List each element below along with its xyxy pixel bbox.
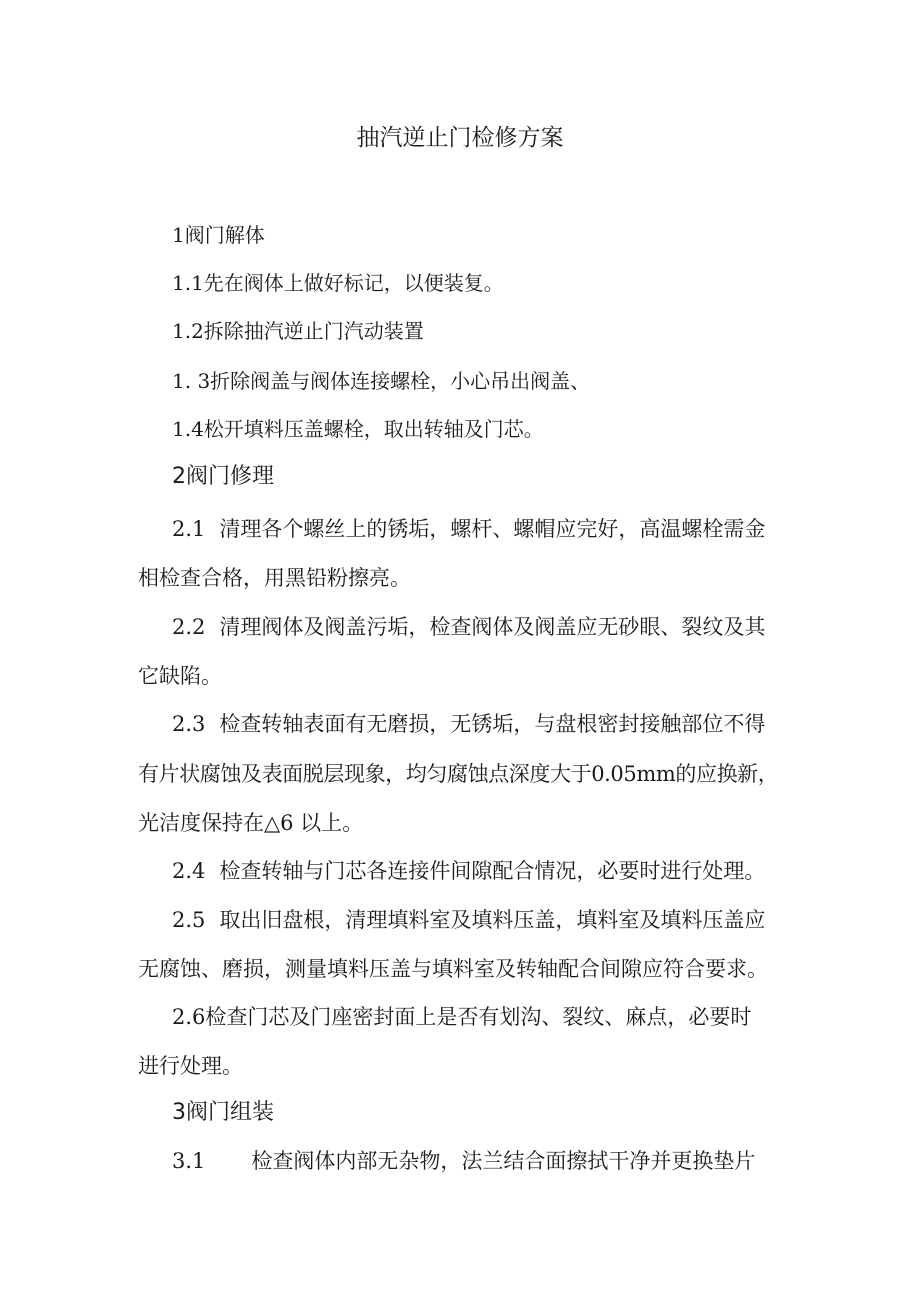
paragraph-2-3-cont-2: 光洁度保持在△6 以上。 [138,811,364,835]
paragraph-2-2-cont: 它缺陷。 [138,664,222,688]
item-1-2: 1.2拆除抽汽逆止门汽动装置 [172,319,424,343]
paragraph-text: 检查阀体内部无杂物，法兰结合面擦拭干净并更换垫片 [251,1149,756,1173]
paragraph-2-2 [172,610,765,644]
item-1-4: 1.4松开填料压盖螺栓，取出转轴及门芯。 [172,417,544,441]
paragraph-2-3 [172,707,765,741]
paragraph-2-1-cont: 相检查合格，用黑铅粉擦亮。 [138,566,411,590]
paragraph-number: 2.3 [172,712,206,736]
section-3-heading: 3阀门组装 [172,1100,274,1125]
item-1-1: 1.1先在阀体上做好标记，以便装复。 [172,271,504,295]
section-1-heading: 1阀门解体 [172,223,265,247]
item-1-3: 1. 3折除阀盖与阀体连接螺栓，小心吊出阀盖、 [172,369,591,393]
paragraph-2-5 [172,903,765,937]
paragraph-text: 取出旧盘根，清理填料室及填料压盖，填料室及填料压盖应 [219,908,766,932]
paragraph-text: 检查转轴与门芯各连接件间隙配合情况，必要时进行处理。 [219,859,766,883]
paragraph-2-5-cont: 无腐蚀、磨损，测量填料压盖与填料室及转轴配合间隙应符合要求。 [138,957,768,981]
paragraph-2-6-cont: 进行处理。 [138,1054,243,1078]
paragraph-text: 检查转轴表面有无磨损，无锈垢，与盘根密封接触部位不得 [219,712,766,736]
document-title: 抽汽逆止门检修方案 [356,125,564,151]
paragraph-number: 3.1 [172,1149,206,1173]
paragraph-number: 2.2 [172,615,206,639]
paragraph-3-1 [172,1144,755,1178]
paragraph-number: 2.1 [172,517,206,541]
paragraph-2-1 [172,512,765,546]
paragraph-number: 2.4 [172,859,206,883]
paragraph-text: 清理阀体及阀盖污垢，检查阀体及阀盖应无砂眼、裂纹及其 [219,615,766,639]
paragraph-number: 2.5 [172,908,206,932]
paragraph-text: 清理各个螺丝上的锈垢，螺杆、螺帽应完好，高温螺栓需金 [219,517,766,541]
paragraph-2-3-cont-1: 有片状腐蚀及表面脱层现象，均匀腐蚀点深度大于0.05mm的应换新， [138,762,779,786]
section-2-heading: 2阀门修理 [172,464,274,489]
paragraph-2-4 [172,854,765,888]
paragraph-2-6: 2.6检查门芯及门座密封面上是否有划沟、裂纹、麻点，必要时 [172,1005,752,1029]
